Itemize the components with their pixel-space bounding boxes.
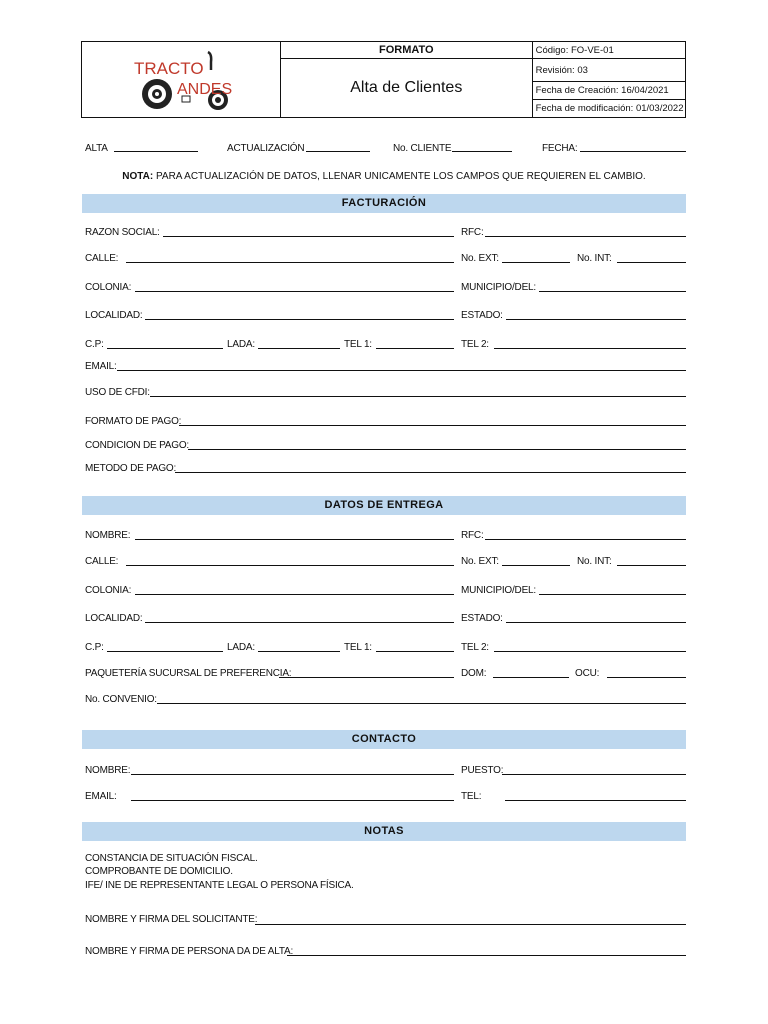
colonia-label: COLONIA:: [85, 282, 132, 293]
notas-section-header: [82, 822, 686, 841]
entrega-no-ext-field[interactable]: [502, 565, 570, 566]
actualizacion-field[interactable]: [306, 151, 370, 152]
actualizacion-label: ACTUALIZACIÓN: [227, 143, 305, 154]
firma-alta-field[interactable]: [287, 955, 686, 956]
no-ext-label: No. EXT:: [461, 253, 499, 264]
no-int-field[interactable]: [617, 262, 686, 263]
alta-field[interactable]: [114, 151, 198, 152]
contacto-nombre-label: NOMBRE:: [85, 765, 131, 776]
no-ext-field[interactable]: [502, 262, 570, 263]
ocu-field[interactable]: [607, 677, 686, 678]
entrega-calle-label: CALLE:: [85, 556, 119, 567]
creation-date-cell: [532, 82, 685, 100]
entrega-no-ext-label: No. EXT:: [461, 556, 499, 567]
entrega-title: DATOS DE ENTREGA: [324, 499, 444, 511]
entrega-tel1-field[interactable]: [376, 651, 454, 652]
fecha-field[interactable]: [580, 151, 686, 152]
uso-cfdi-field[interactable]: [150, 396, 686, 397]
contacto-nombre-field[interactable]: [131, 774, 454, 775]
razon-social-field[interactable]: [163, 236, 454, 237]
contacto-title: CONTACTO: [351, 733, 417, 745]
document-header: [81, 41, 686, 118]
localidad-label: LOCALIDAD:: [85, 310, 143, 321]
metodo-pago-field[interactable]: [175, 472, 686, 473]
contacto-email-field[interactable]: [131, 800, 454, 801]
entrega-localidad-label: LOCALIDAD:: [85, 613, 143, 624]
document-title: Alta de Clientes: [350, 79, 463, 96]
paqueteria-label: PAQUETERÍA SUCURSAL DE PREFERENCIA:: [85, 668, 292, 679]
municipio-field[interactable]: [539, 291, 686, 292]
no-cliente-field[interactable]: [452, 151, 512, 152]
no-int-label: No. INT:: [577, 253, 612, 264]
entrega-estado-label: ESTADO:: [461, 613, 503, 624]
entrega-no-int-field[interactable]: [617, 565, 686, 566]
entrega-lada-field[interactable]: [258, 651, 340, 652]
convenio-label: No. CONVENIO:: [85, 694, 157, 705]
lada-field[interactable]: [258, 348, 340, 349]
contacto-email-label: EMAIL:: [85, 791, 117, 802]
entrega-rfc-label: RFC:: [461, 530, 484, 541]
entrega-rfc-field[interactable]: [485, 539, 686, 540]
tracto-andes-logo: [82, 42, 278, 114]
notas-title: NOTAS: [364, 825, 404, 837]
estado-label: ESTADO:: [461, 310, 503, 321]
uso-cfdi-label: USO DE CFDI:: [85, 387, 150, 398]
entrega-colonia-field[interactable]: [135, 594, 454, 595]
alta-label: ALTA: [85, 143, 108, 154]
entrega-calle-field[interactable]: [126, 565, 454, 566]
firma-alta-label: NOMBRE Y FIRMA DE PERSONA DA DE ALTA:: [85, 946, 294, 957]
note-text: PARA ACTUALIZACIÓN DE DATOS, LLENAR UNICAMENTE LOS CAMPOS QUE REQUIEREN EL CAMBIO.: [153, 171, 646, 182]
entrega-municipio-field[interactable]: [539, 594, 686, 595]
title-cell: [280, 59, 532, 118]
municipio-label: MUNICIPIO/DEL:: [461, 282, 536, 293]
condicion-pago-field[interactable]: [188, 449, 686, 450]
firma-solicitante-label: NOMBRE Y FIRMA DEL SOLICITANTE:: [85, 914, 258, 925]
puesto-field[interactable]: [502, 774, 686, 775]
entrega-localidad-field[interactable]: [145, 622, 454, 623]
estado-field[interactable]: [506, 319, 686, 320]
codigo-cell: [532, 42, 685, 59]
fecha-label: FECHA:: [542, 143, 578, 154]
update-note: [0, 171, 768, 182]
entrega-tel1-label: TEL 1:: [344, 642, 372, 653]
contacto-tel-field[interactable]: [505, 800, 686, 801]
logo-cell: [82, 42, 281, 118]
entrega-lada-label: LADA:: [227, 642, 255, 653]
razon-social-label: RAZON SOCIAL:: [85, 227, 160, 238]
entrega-cp-field[interactable]: [107, 651, 223, 652]
email-field[interactable]: [117, 370, 686, 371]
modification-date-cell: [532, 100, 685, 118]
entrega-nombre-label: NOMBRE:: [85, 530, 131, 541]
tel2-field[interactable]: [494, 348, 686, 349]
ocu-label: OCU:: [575, 668, 600, 679]
codigo-text: Código: FO-VE-01: [535, 44, 614, 56]
entrega-cp-label: C.P:: [85, 642, 104, 653]
calle-label: CALLE:: [85, 253, 119, 264]
contacto-tel-label: TEL:: [461, 791, 482, 802]
dom-field[interactable]: [493, 677, 569, 678]
facturacion-section-header: [82, 194, 686, 213]
rfc-field[interactable]: [485, 236, 686, 237]
formato-pago-label: FORMATO DE PAGO:: [85, 416, 182, 427]
revision-text: Revisión: 03: [535, 64, 588, 76]
note-bold: NOTA:: [122, 171, 154, 182]
entrega-colonia-label: COLONIA:: [85, 585, 132, 596]
entrega-nombre-field[interactable]: [135, 539, 454, 540]
entrega-no-int-label: No. INT:: [577, 556, 612, 567]
entrega-section-header: [82, 496, 686, 515]
rfc-label: RFC:: [461, 227, 484, 238]
no-cliente-label: No. CLIENTE: [393, 143, 452, 154]
entrega-municipio-label: MUNICIPIO/DEL:: [461, 585, 536, 596]
revision-cell: [532, 59, 685, 82]
entrega-tel2-field[interactable]: [494, 651, 686, 652]
firma-solicitante-field[interactable]: [255, 924, 686, 925]
logo-text-andes: ANDES: [177, 81, 233, 98]
calle-field[interactable]: [126, 262, 454, 263]
paqueteria-field[interactable]: [279, 677, 454, 678]
dom-label: DOM:: [461, 668, 487, 679]
formato-pago-field[interactable]: [179, 425, 686, 426]
localidad-field[interactable]: [145, 319, 454, 320]
convenio-field[interactable]: [157, 703, 686, 704]
logo-text-tracto: TRACTO: [134, 59, 204, 78]
puesto-label: PUESTO:: [461, 765, 504, 776]
facturacion-title: FACTURACIÓN: [341, 197, 427, 209]
email-label: EMAIL:: [85, 361, 117, 372]
metodo-pago-label: METODO DE PAGO:: [85, 463, 177, 474]
notas-line-2: COMPROBANTE DE DOMICILIO.: [85, 866, 233, 877]
contacto-section-header: [82, 730, 686, 749]
format-label: FORMATO: [378, 44, 434, 56]
entrega-tel2-label: TEL 2:: [461, 642, 489, 653]
lada-label: LADA:: [227, 339, 255, 350]
condicion-pago-label: CONDICION DE PAGO:: [85, 440, 190, 451]
cp-field[interactable]: [107, 348, 223, 349]
tel1-field[interactable]: [376, 348, 454, 349]
format-label-cell: [280, 42, 532, 59]
colonia-field[interactable]: [135, 291, 454, 292]
creation-date-text: Fecha de Creación: 16/04/2021: [535, 85, 669, 96]
tel1-label: TEL 1:: [344, 339, 372, 350]
entrega-estado-field[interactable]: [506, 622, 686, 623]
cp-label: C.P:: [85, 339, 104, 350]
notas-line-1: CONSTANCIA DE SITUACIÓN FISCAL.: [85, 853, 258, 864]
notas-line-3: IFE/ INE DE REPRESENTANTE LEGAL O PERSONA FÍSICA.: [85, 880, 354, 891]
modification-date-text: Fecha de modificación: 01/03/2022: [535, 103, 684, 114]
tel2-label: TEL 2:: [461, 339, 489, 350]
